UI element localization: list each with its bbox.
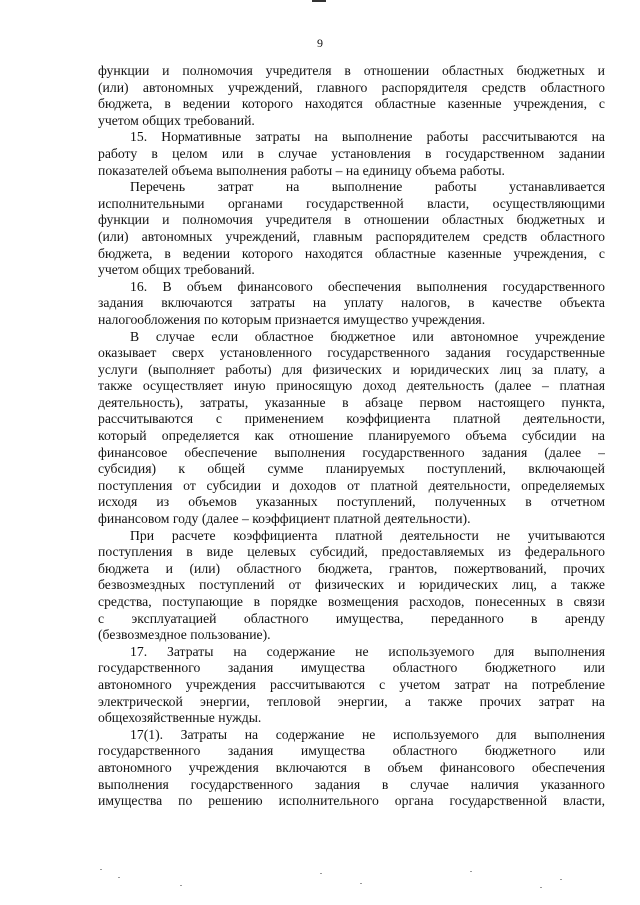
text-line: оказывает сверх установленного государственного задания государственные bbox=[98, 345, 605, 361]
text-line: Перечень затрат на выполнение работы устанавливается bbox=[130, 179, 605, 195]
scan-speck bbox=[560, 879, 562, 880]
text-line: 16. В объем финансового обеспечения выполнения государственного bbox=[130, 278, 605, 294]
text-line: общехозяйственные нужды. bbox=[98, 710, 262, 726]
text-line: также осуществляет иную приносящую доход деятельность (далее – платная bbox=[98, 378, 605, 394]
text-line: 15. Нормативные затраты на выполнение работы рассчитываются на bbox=[130, 129, 605, 145]
paragraph bbox=[98, 129, 605, 179]
paragraph bbox=[98, 329, 605, 528]
scan-speck bbox=[470, 871, 472, 872]
text-line: финансовое обеспечение выполнения государственного задания (далее – bbox=[98, 444, 605, 460]
text-line: (безвозмездное пользование). bbox=[98, 627, 271, 643]
text-line: функции и полномочия учредителя в отношении областных бюджетных и bbox=[98, 212, 605, 228]
text-line: 17(1). Затраты на содержание не используемого для выполнения bbox=[130, 726, 605, 742]
scan-mark bbox=[312, 0, 326, 2]
text-line: показателей объема выполнения работы – на единицу объема работы. bbox=[98, 162, 505, 178]
text-line: выполнения государственного задания в случае наличия указанного bbox=[98, 776, 605, 792]
scan-speck bbox=[100, 869, 102, 870]
text-line: с эксплуатацией областного имущества, переданного в аренду bbox=[98, 610, 605, 626]
text-line: работу в целом или в случае установления в государственном задании bbox=[98, 145, 605, 161]
text-line: электрической энергии, тепловой энергии, а также прочих затрат на bbox=[98, 693, 605, 709]
text-line: учетом общих требований. bbox=[98, 262, 255, 278]
scan-speck bbox=[320, 873, 322, 874]
text-line: (или) автономных учреждений, главного распорядителя средств областного bbox=[98, 79, 605, 95]
text-line: 17. Затраты на содержание не используемого для выполнения bbox=[130, 643, 605, 659]
text-line: бюджета, в ведении которого находятся областные казенные учреждения, с bbox=[98, 245, 605, 261]
text-line: исполнительными органами государственной власти, осуществляющими bbox=[98, 195, 605, 211]
text-line: автономного учреждения включаются в объем финансового обеспечения bbox=[98, 759, 605, 775]
body-text bbox=[98, 63, 605, 810]
text-line: учетом общих требований. bbox=[98, 112, 255, 128]
page-number: 9 bbox=[317, 36, 323, 50]
scan-speck bbox=[540, 887, 542, 888]
text-line: автономного учреждения рассчитываются с учетом затрат на потребление bbox=[98, 676, 605, 692]
text-line: деятельность), затраты, указанные в абзаце первом настоящего пункта, bbox=[98, 394, 605, 410]
text-line: государственного задания имущества областного бюджетного или bbox=[98, 743, 605, 759]
text-line: бюджета и (или) областного бюджета, грантов, пожертвований, прочих bbox=[98, 560, 605, 576]
text-line: задания включаются затраты на уплату налогов, в качестве объекта bbox=[98, 295, 605, 311]
scan-specks bbox=[60, 865, 580, 895]
paragraph bbox=[98, 727, 605, 810]
text-line: В случае если областное бюджетное или автономное учреждение bbox=[130, 328, 605, 344]
paragraph bbox=[98, 279, 605, 329]
text-line: поступления от субсидии и доходов от платной деятельности, определяемых bbox=[98, 477, 605, 493]
text-line: имущества по решению исполнительного органа государственной власти, bbox=[98, 793, 605, 809]
text-line: услуги (выполняет работы) для физических и юридических лиц за плату, а bbox=[98, 361, 605, 377]
paragraph bbox=[98, 63, 605, 129]
text-line: (или) автономных учреждений, главным распорядителем средств областного bbox=[98, 228, 605, 244]
text-line: безвозмездных поступлений от физических и юридических лиц, а также bbox=[98, 577, 605, 593]
text-line: При расчете коэффициента платной деятельности не учитываются bbox=[130, 527, 605, 543]
text-line: который определяется как отношение планируемого объема субсидии на bbox=[98, 428, 605, 444]
scan-speck bbox=[180, 885, 182, 886]
scan-speck bbox=[118, 877, 120, 878]
text-line: средства, поступающие в порядке возмещения расходов, понесенных в связи bbox=[98, 594, 605, 609]
text-line: налогообложения по которым признается имущество учреждения. bbox=[98, 311, 486, 327]
text-line: исходя из объемов указанных поступлений, полученных в отчетном bbox=[98, 494, 605, 510]
text-line: поступления в виде целевых субсидий, предоставляемых из федерального bbox=[98, 544, 605, 560]
text-line: финансовом году (далее – коэффициент платной деятельности). bbox=[98, 511, 471, 527]
text-line: функции и полномочия учредителя в отношении областных бюджетных и bbox=[98, 63, 605, 78]
text-line: государственного задания имущества областного бюджетного или bbox=[98, 660, 605, 676]
text-line: бюджета, в ведении которого находятся областные казенные учреждения, с bbox=[98, 96, 605, 112]
scan-speck bbox=[360, 883, 362, 884]
paragraph bbox=[98, 644, 605, 727]
text-line: субсидия) к общей сумме планируемых поступлений, включающей bbox=[98, 461, 605, 477]
paragraph bbox=[98, 179, 605, 279]
text-line: рассчитываются с применением коэффициента платной деятельности, bbox=[98, 411, 605, 427]
paragraph bbox=[98, 528, 605, 644]
